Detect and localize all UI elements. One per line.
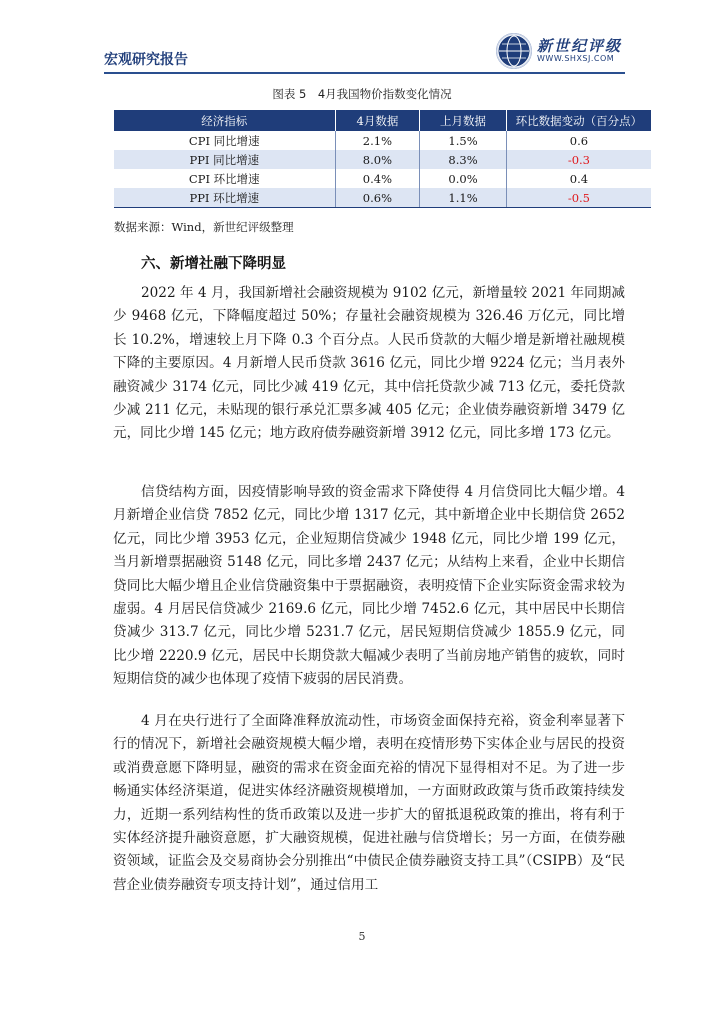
indicator-cell: CPI 环比增速 [114, 169, 335, 188]
body-paragraph: 4 月在央行进行了全面降准释放流动性，市场资金面保持充裕，资金利率显著下行的情况下，新增社会融资规模大幅少增，表明在疫情形势下实体企业与居民的投资或消费意愿下降明显，融资的需求在资金面充裕的情况下显得相对不足。为了进一步畅通实体经济渠道，促进实体经济融资规模增加，一方面财政政策与货币政策持续发力，近期一系列结构性的货币政策以及进一步扩大的留抵退税政策的推出，将有利于实体经济提升融资意愿，扩大融资规模，促进社融与信贷增长；另一方面，在债券融资领域，证监会及交易商协会分别推出“中债民企债券融资支持工具”（CSIPB）及“民营企业债券融资专项支持计划”，通过信用工 [113, 713, 625, 893]
figure-caption: 图表 5 4月我国物价指数变化情况 [272, 87, 452, 101]
indicator-cell: PPI 同比增速 [114, 150, 335, 169]
company-logo-url: WWW.SHXSJ.COM [537, 54, 615, 63]
company-logo-icon [496, 33, 532, 69]
previous-value-cell: 0.0% [420, 169, 507, 188]
indicator-cell: CPI 同比增速 [114, 131, 335, 150]
indicator-cell: PPI 环比增速 [114, 188, 335, 208]
table-row [114, 131, 651, 150]
report-header-title: 宏观研究报告 [104, 52, 188, 68]
april-value-cell: 8.0% [335, 150, 420, 169]
price-index-table [114, 110, 651, 208]
page-number: 5 [358, 930, 366, 943]
body-paragraph: 2022 年 4 月，我国新增社会融资规模为 9102 亿元，新增量较 2021 年同期减少 9468 亿元，下降幅度超过 50%；存量社会融资规模为 326.46 万亿元，同比增长 10.2%，增速较上月下降 0.3 个百分点。人民币贷款的大幅少增是新增社融规模下降的主要原因。4 月新增人民币贷款 3616 亿元，同比少增 9224 亿元；当月表外融资减少 3174 亿元，同比少减 419 亿元，其中信托贷款少减 713 亿元，委托贷款少减 211 亿元，未贴现的银行承兑汇票多减 405 亿元；企业债券融资新增 3479 亿元，同比少增 145 亿元；地方政府债券融资新增 3912 亿元，同比多增 173 亿元。 [113, 285, 625, 442]
column-header: 环比数据变动（百分点） [506, 110, 651, 131]
previous-value-cell: 1.1% [420, 188, 507, 208]
previous-value-cell: 1.5% [420, 131, 507, 150]
company-logo-name: 新世纪评级 [537, 37, 623, 55]
table-row [114, 150, 651, 169]
previous-value-cell: 8.3% [420, 150, 507, 169]
column-header: 4月数据 [335, 110, 420, 131]
change-cell: 0.6 [506, 131, 651, 150]
april-value-cell: 0.4% [335, 169, 420, 188]
section-heading: 六、新增社融下降明显 [141, 256, 286, 272]
change-cell: 0.4 [506, 169, 651, 188]
table-row [114, 169, 651, 188]
body-paragraph: 信贷结构方面，因疫情影响导致的资金需求下降使得 4 月信贷同比大幅少增。4 月新增企业信贷 7852 亿元，同比少增 1317 亿元，其中新增企业中长期信贷 2652 亿元，同比少增 3953 亿元，企业短期信贷减少 1948 亿元，同比少增 199 亿元，当月新增票据融资 5148 亿元，同比多增 2437 亿元；从结构上来看，企业中长期信贷同比大幅少增且企业信贷融资集中于票据融资，表明疫情下企业实际资金需求较为虚弱。4 月居民信贷减少 2169.6 亿元，同比少增 7452.6 亿元，其中居民中长期信贷减少 313.7 亿元，同比少增 5231.7 亿元，居民短期信贷减少 1855.9 亿元，同比少增 2220.9 亿元，居民中长期贷款大幅减少表明了当前房地产销售的疲软，同时短期信贷的减少也体现了疫情下疲弱的居民消费。 [113, 484, 625, 688]
table-header-row [114, 110, 651, 131]
april-value-cell: 0.6% [335, 188, 420, 208]
table-row [114, 188, 651, 208]
column-header: 经济指标 [114, 110, 335, 131]
change-cell: -0.5 [506, 188, 651, 208]
change-cell: -0.3 [506, 150, 651, 169]
header-divider [104, 72, 625, 74]
april-value-cell: 2.1% [335, 131, 420, 150]
data-source-note: 数据来源：Wind，新世纪评级整理 [114, 220, 294, 234]
column-header: 上月数据 [420, 110, 507, 131]
